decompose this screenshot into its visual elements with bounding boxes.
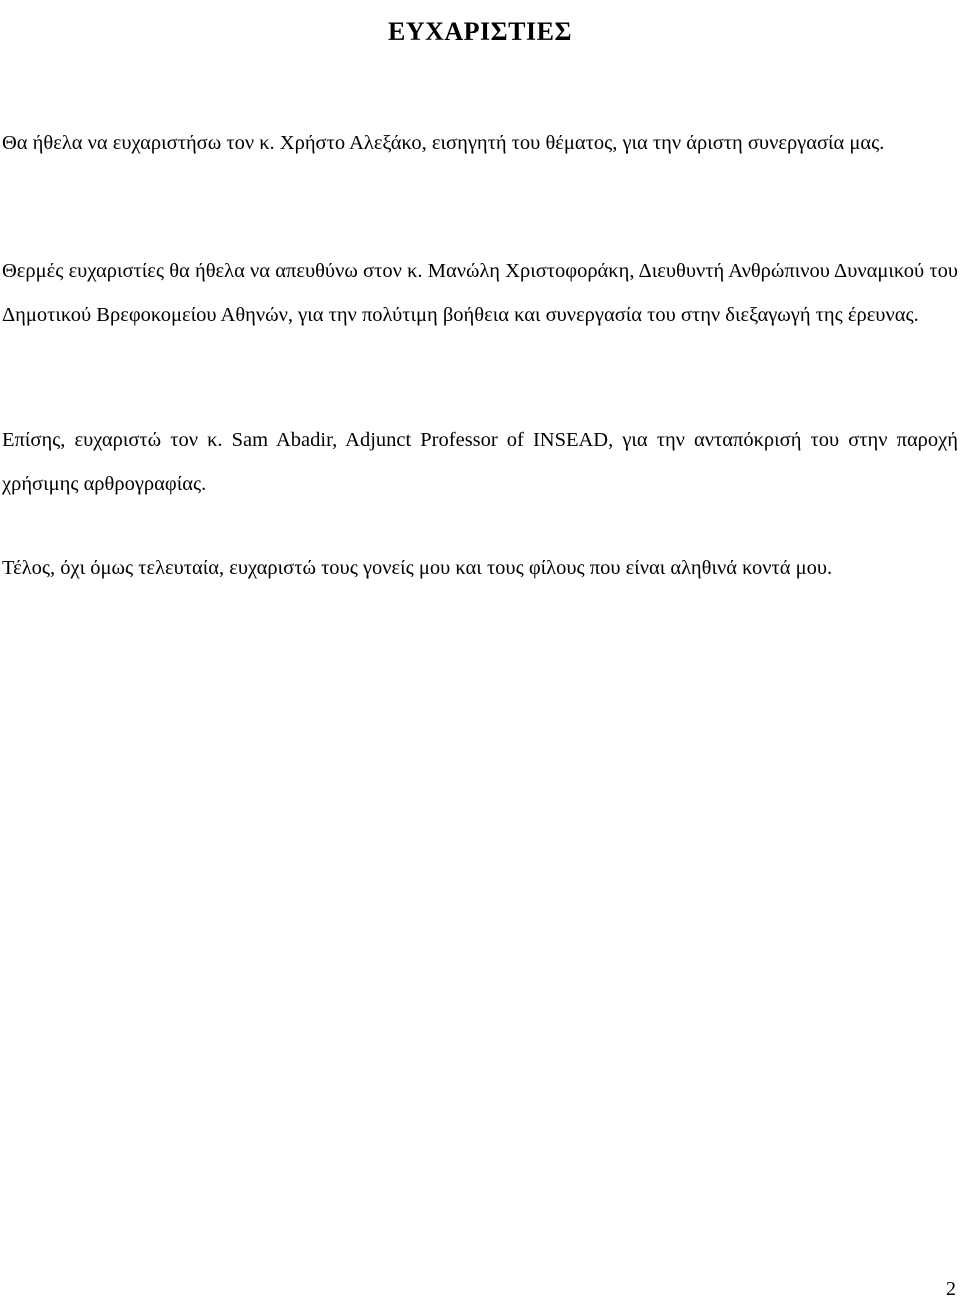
acknowledgement-paragraph: Επίσης, ευχαριστώ τον κ. Sam Abadir, Adjunct Professor of INSEAD, για την ανταπόκρισή του στην παροχή χρήσιμης αρθρογραφίας. xyxy=(2,429,958,495)
page-title: ΕΥΧΑΡΙΣΤΙΕΣ xyxy=(388,17,572,47)
acknowledgement-paragraph: Τέλος, όχι όμως τελευταία, ευχαριστώ τους γονείς μου και τους φίλους που είναι αληθινά κοντά μου. xyxy=(2,557,833,579)
acknowledgement-paragraph: Θα ήθελα να ευχαριστήσω τον κ. Χρήστο Αλεξάκο, εισηγητή του θέματος, για την άριστη συνεργασία μας. xyxy=(2,132,885,154)
page-number: 2 xyxy=(946,1278,956,1300)
acknowledgement-paragraph: Θερμές ευχαριστίες θα ήθελα να απευθύνω στον κ. Μανώλη Χριστοφοράκη, Διευθυντή Ανθρώπινου Δυναμικού του Δημοτικού Βρεφοκομείου Αθηνών, για την πολύτιμη βοήθεια και συνεργασία του στην διεξαγωγή της έρευνας. xyxy=(2,260,958,326)
